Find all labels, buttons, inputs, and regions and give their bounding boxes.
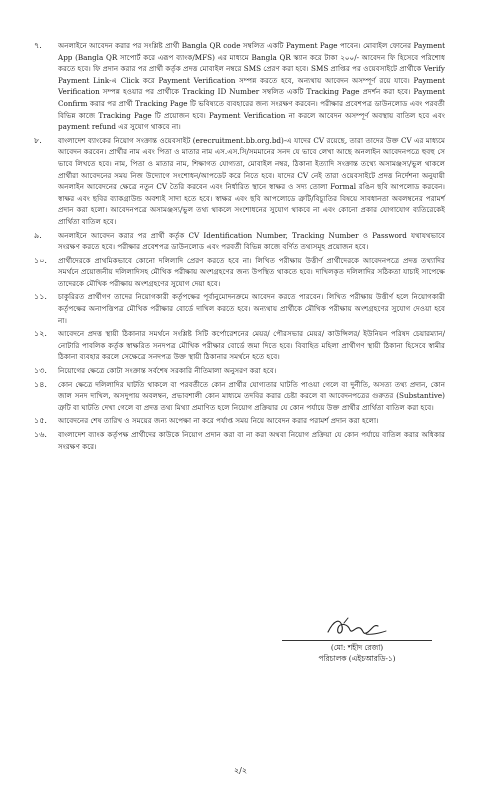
list-item bbox=[34, 40, 445, 133]
item-text: চাকুরিরত প্রার্থীগণ তাদের নিয়োগকারী কর্তৃপক্ষের পূর্বানুমোদনক্রমে আবেদন করতে পারবেন। লিখিত পরীক্ষায় উত্তীর্ণ হলে নিয়োগকারী কর্তৃপক্ষের অনাপত্তিপত্র মৌখিক পরীক্ষার বোর্ডে দাখিল করতে হবে। অন্যথায় প্রার্থীকে মৌখিক পরীক্ষায় অংশগ্রহণের সুযোগ দেওয়া হবে না। bbox=[58, 292, 445, 325]
item-number: ৮. bbox=[34, 135, 42, 145]
signature-block bbox=[282, 614, 432, 664]
item-number: ১৩. bbox=[34, 366, 47, 376]
list-item bbox=[34, 328, 445, 363]
handwritten-signature bbox=[322, 614, 392, 640]
item-text: প্রার্থীদেরকে প্রাথমিকভাবে কোনো দলিলাদি প্রেরণ করতে হবে না। লিখিত পরীক্ষায় উত্তীর্ণ প্রার্থীদেরকে আবেদনপত্রে প্রদত্ত তথ্যাদির সমর্থনে প্রয়োজনীয় দলিলাদিসহ মৌখিক পরীক্ষায় অংশগ্রহণের জন্য উপস্থিত থাকতে হবে। দাখিলকৃত দলিলাদির সঠিকতা যাচাই সাপেক্ষে তাদেরকে মৌখিক পরীক্ষায় অংশগ্রহণের সুযোগ দেয়া হবে। bbox=[58, 255, 445, 288]
list-item bbox=[34, 135, 445, 228]
list-item bbox=[34, 415, 445, 427]
list-item bbox=[34, 230, 445, 253]
instruction-list bbox=[34, 40, 445, 452]
item-number: ৯. bbox=[34, 230, 42, 240]
item-number: ১৪. bbox=[34, 379, 47, 389]
item-text: আবেদনে প্রদত্ত স্থায়ী ঠিকানার সমর্থনে সংশ্লিষ্ট সিটি কর্পোরেশনের মেয়র/ পৌরসভার মেয়র/ কাউন্সিলর/ ইউনিয়ন পরিষদ চেয়ারম্যান/ নোটারি পাবলিক কর্তৃক স্বাক্ষরিত সনদপত্র মৌখিক পরীক্ষার বোর্ডে জমা দিতে হবে। বিবাহিত মহিলা প্রার্থীগণ স্থায়ী ঠিকানা হিসেবে স্বামীর ঠিকানা ব্যবহার করলে সেক্ষেত্রে সনদপত্র উক্ত স্থায়ী ঠিকানার সমর্থনে হতে হবে। bbox=[58, 329, 445, 362]
item-number: ১০. bbox=[34, 255, 47, 265]
list-item bbox=[34, 365, 445, 377]
item-text: অনলাইনে আবেদন করার পর প্রার্থী কর্তৃক CV Identification Number, Tracking Number ও Password যথাযথভাবে সংরক্ষণ করতে হবে। পরীক্ষার প্রবেশপত্র ডাউনলোড এবং পরবর্তী বিভিন্ন কাজে বর্ণিত তথ্যসমূহ প্রয়োজন হবে। bbox=[58, 230, 445, 252]
item-number: ১২. bbox=[34, 329, 47, 339]
page-number: ২/২ bbox=[233, 766, 248, 775]
list-item bbox=[34, 291, 445, 326]
item-text: অনলাইনে আবেদন করার পর সংশ্লিষ্ট প্রার্থী Bangla QR code সম্বলিত একটি Payment Page পাবেন। মোবাইল ফোনের Payment App (Bangla QR সাপোর্ট করে এরূপ ব্যাংক/MFS) এর মাধ্যমে Bangla QR স্ক্যান করে টাকা ২০০/- আবেদন ফি হিসেবে পরিশোধ করতে হবে। ফি প্রদান করার পর প্রার্থী কর্তৃক প্রদত্ত মোবাইল নম্বরে SMS প্রেরণ করা হবে। SMS প্রাপ্তির পর ওয়েবসাইটে প্রার্থীকে Verify Payment Link-এ Click করে Payment Verification সম্পন্ন করতে হবে, অন্যথায় আবেদন অসম্পূর্ণ রয়ে যাবে। Payment Verification সম্পন্ন হওয়ার পর প্রার্থীকে Tracking ID Number সম্বলিত একটি Tracking Page প্রদর্শন করা হবে। Payment Confirm করার পর প্রার্থী Tracking Page টি ভবিষ্যতে ব্যবহারের জন্য সংরক্ষণ করবেন। পরীক্ষার প্রবেশপত্র ডাউনলোড এবং পরবর্তী বিভিন্ন কাজে Tracking Page টি প্রয়োজন হবে। Payment Verification না করলে আবেদন অসম্পূর্ণ অবস্থায় বাতিল হবে এবং payment refund এর সুযোগ থাকবে না। bbox=[58, 41, 445, 132]
item-text: বাংলাদেশ ব্যাংক কর্তৃপক্ষ প্রার্থীদের কাউকে নিয়োগ প্রদান করা বা না করা অথবা নিয়োগ প্রক্রিয়া যে কোন পর্যায়ে বাতিল করার অধিকার সংরক্ষণ করে। bbox=[58, 430, 445, 451]
item-text: কোন ক্ষেত্রে দলিলাদির ঘাটতি থাকলে বা পরবর্তীতে কোন প্রার্থীর যোগ্যতার ঘাটতি পাওয়া গেলে বা দুর্নীতি, অসত্য তথ্য প্রদান, কোন জাল সনদ দাখিল, অসদুপায় অবলম্বন, প্রভাবশালী কোন মাধ্যমে তদবির করার চেষ্টা করলে বা আবেদনপত্রের গুরুতর (Substantive) ত্রুটি বা ঘাটতি দেখা গেলে বা প্রদত্ত তথ্য মিথ্যা প্রমাণিত হলে নিয়োগ প্রক্রিয়ার যে কোন পর্যায়ে উক্ত প্রার্থীর প্রার্থিতা বাতিল করা হবে। bbox=[58, 379, 445, 412]
item-number: ১৬. bbox=[34, 430, 47, 439]
item-text: নিয়োগের ক্ষেত্রে কোটা সংক্রান্ত সর্বশেষ সরকারি নীতিমালা অনুসরণ করা হবে। bbox=[58, 366, 277, 376]
list-item bbox=[34, 379, 445, 414]
list-item bbox=[34, 255, 445, 290]
signatory-name: (মো: শহীদ রেজা) bbox=[282, 640, 432, 653]
item-number: ১৫. bbox=[34, 416, 47, 426]
item-text: আবেদনের শেষ তারিখ ও সময়ের জন্য অপেক্ষা না করে পর্যাপ্ত সময় নিয়ে আবেদন করার পরামর্শ প্রদান করা হলো। bbox=[58, 416, 379, 426]
item-number: ১১. bbox=[34, 292, 47, 302]
item-number: ৭. bbox=[34, 41, 42, 50]
item-text: বাংলাদেশ ব্যাংকের নিয়োগ সংক্রান্ত ওয়েবসাইট (erecruitment.bb.org.bd)-এ যাদের CV রয়েছে, তারা তাদের উক্ত CV এর মাধ্যমে আবেদন করবেন। প্রার্থীর নাম এবং পিতা ও মাতার নাম এস.এস.সি/সমমানের সনদ যে ভাবে লেখা আছে অনলাইন আবেদনপত্রে হুবহু সে ভাবে লিখতে হবে। নাম, পিতা ও মাতার নাম, শিক্ষাগত যোগ্যতা, মোবাইল নম্বর, ঠিকানা ইত্যাদি সংক্রান্ত তথ্যে অসামঞ্জস্য/ভুল থাকলে প্রার্থীরা আবেদনের সময় নিজ উদ্যোগে সংশোধন/আপডেট করে নিতে হবে। যাদের CV নেই তারা ওয়েবসাইটে প্রদত্ত নির্দেশনা অনুযায়ী অনলাইন আবেদনের ক্ষেত্রে নতুন CV তৈরি করবেন এবং নির্ধারিত স্থানে স্বাক্ষর ও সদ্য তোলা Formal রঙিন ছবি আপলোড করবেন। স্বাক্ষর এবং ছবির ব্যাকগ্রাউন্ড অবশ্যই সাদা হতে হবে। স্বাক্ষর এবং ছবি আপলোডে ত্রুটি/বিচ্যুতির বিষয়ে সাবধানতা অবলম্বনের পরামর্শ প্রদান করা হলো। আবেদনপত্রে অসামঞ্জস্য/ভুল তথ্য থাকলে সংশোধনের সুযোগ থাকবে না এবং কোনো প্রকার যোগাযোগ ব্যতিরেকেই প্রার্থিতা বাতিল হবে। bbox=[58, 135, 445, 226]
signatory-title: পরিচালক (এইচআরডি-১) bbox=[318, 654, 396, 663]
list-item bbox=[34, 429, 445, 452]
